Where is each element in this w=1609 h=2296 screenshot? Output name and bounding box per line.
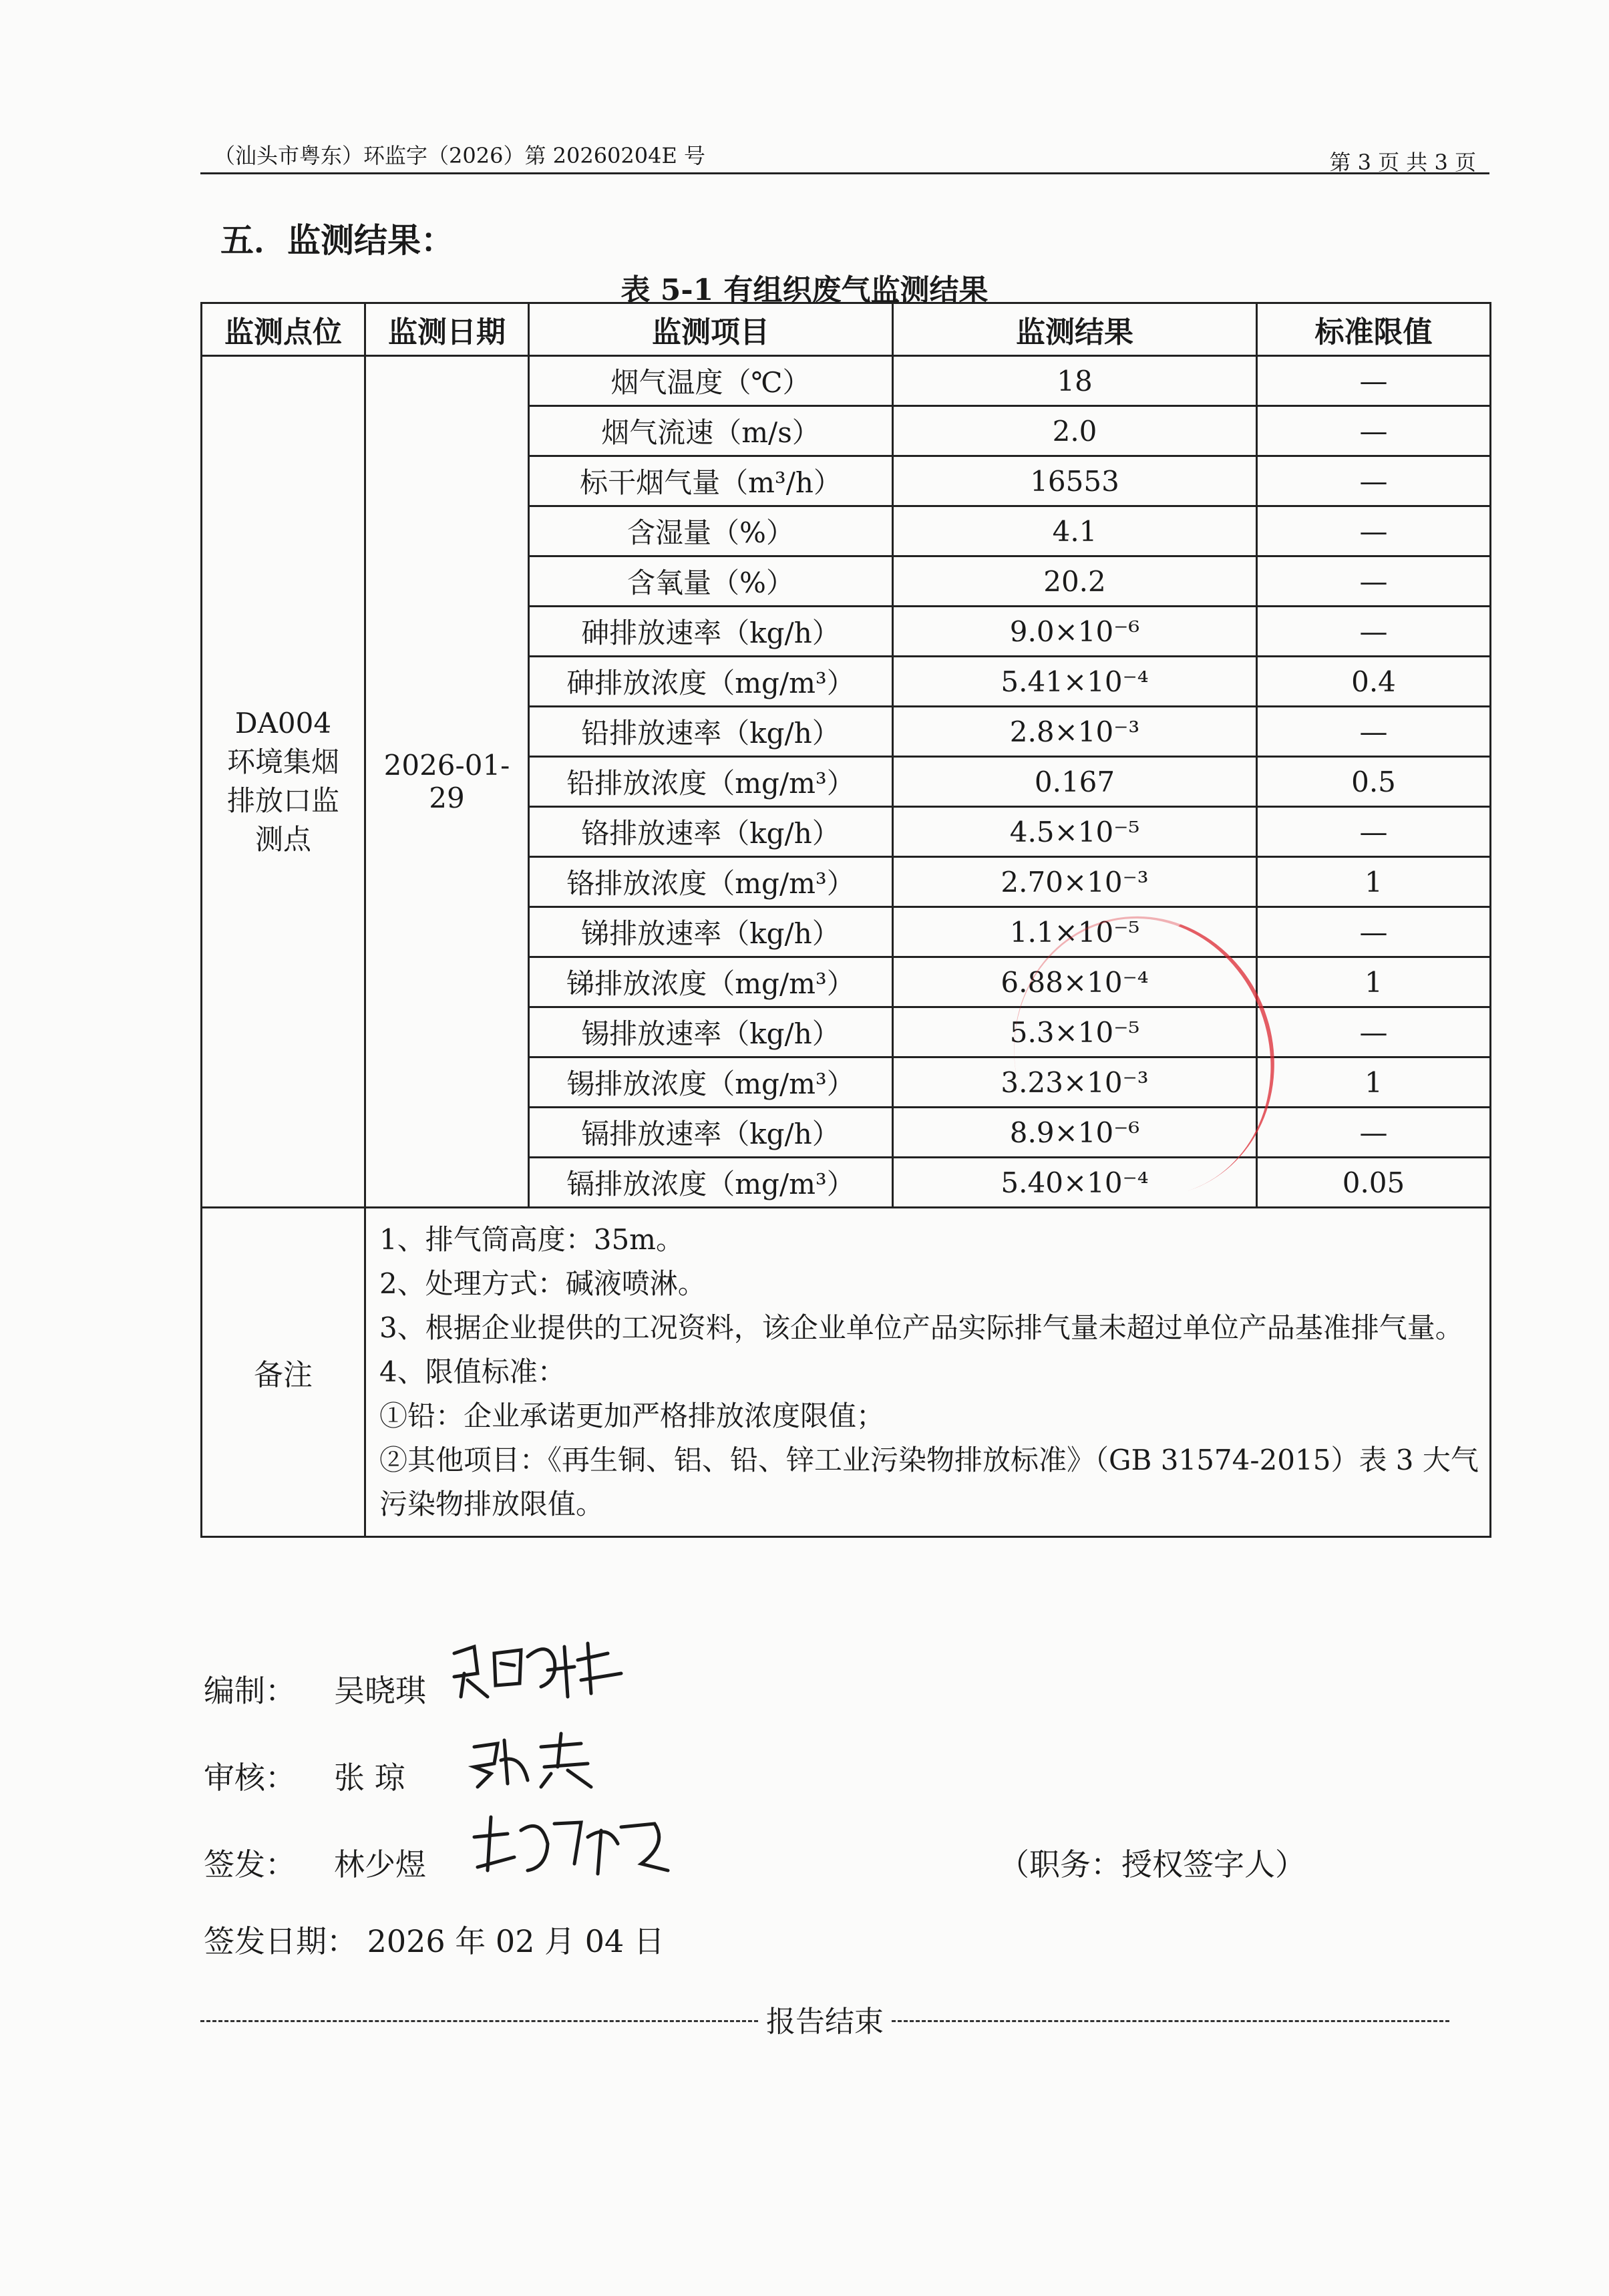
result-cell: 3.23×10⁻³ [893, 1057, 1257, 1108]
limit-cell: — [1257, 1108, 1491, 1158]
limit-cell: — [1257, 607, 1491, 657]
limit-cell: — [1257, 406, 1491, 456]
item-cell: 铅排放速率（kg/h） [529, 707, 893, 757]
end-dash-right [892, 2020, 1449, 2022]
monitoring-point-line: 排放口监 [226, 784, 339, 817]
item-cell: 锡排放浓度（mg/m³） [529, 1057, 893, 1108]
item-cell: 砷排放浓度（mg/m³） [529, 657, 893, 707]
result-cell: 9.0×10⁻⁶ [893, 607, 1257, 657]
item-cell: 铬排放速率（kg/h） [529, 807, 893, 857]
table-body [202, 356, 1491, 1537]
limit-cell: — [1257, 356, 1491, 406]
page-info: 第 3 页 共 3 页 [1329, 150, 1476, 175]
limit-cell: 1 [1257, 957, 1491, 1007]
result-cell: 20.2 [893, 556, 1257, 607]
remark-line: 2、处理方式：碱液喷淋。 [379, 1267, 706, 1300]
issue-date: 签发日期： 2026 年 02 月 04 日 [204, 1923, 665, 1959]
compiler-label: 编制： [204, 1673, 296, 1709]
item-cell: 标干烟气量（m³/h） [529, 456, 893, 506]
limit-cell: — [1257, 1007, 1491, 1057]
limit-cell: — [1257, 556, 1491, 607]
result-cell: 4.1 [893, 506, 1257, 556]
limit-cell: 0.5 [1257, 757, 1491, 807]
issuer-title: （职务：授权签字人） [999, 1846, 1306, 1882]
result-cell: 18 [893, 356, 1257, 406]
reviewer-label: 审核： [204, 1760, 296, 1796]
header-date: 监测日期 [365, 303, 529, 356]
item-cell: 锑排放浓度（mg/m³） [529, 957, 893, 1007]
result-cell: 6.88×10⁻⁴ [893, 957, 1257, 1007]
result-cell: 2.70×10⁻³ [893, 857, 1257, 907]
result-cell: 16553 [893, 456, 1257, 506]
limit-cell: — [1257, 907, 1491, 957]
remark-line: 1、排气筒高度：35m。 [379, 1223, 684, 1256]
result-cell: 0.167 [893, 757, 1257, 807]
item-cell: 铅排放浓度（mg/m³） [529, 757, 893, 807]
monitoring-point-line: DA004 [234, 707, 332, 740]
compiler-name: 吴晓琪 [334, 1673, 426, 1709]
item-cell: 铬排放浓度（mg/m³） [529, 857, 893, 907]
monitoring-point-line: 环境集烟 [226, 746, 339, 778]
result-cell: 8.9×10⁻⁶ [893, 1108, 1257, 1158]
remarks-content [365, 1208, 1491, 1537]
limit-cell: 1 [1257, 1057, 1491, 1108]
result-cell: 4.5×10⁻⁵ [893, 807, 1257, 857]
monitoring-point-line: 测点 [254, 823, 311, 856]
item-cell: 锑排放速率（kg/h） [529, 907, 893, 957]
item-cell: 烟气流速（m/s） [529, 406, 893, 456]
limit-cell: — [1257, 707, 1491, 757]
end-dash-left [200, 2020, 758, 2022]
reviewer-name: 张 琼 [334, 1760, 405, 1796]
limit-cell: — [1257, 807, 1491, 857]
page-header [200, 134, 1489, 174]
header-limit: 标准限值 [1257, 303, 1491, 356]
remarks-label: 备注 [202, 1208, 365, 1537]
item-cell: 砷排放速率（kg/h） [529, 607, 893, 657]
result-cell: 1.1×10⁻⁵ [893, 907, 1257, 957]
item-cell: 含湿量（%） [529, 506, 893, 556]
limit-cell: — [1257, 506, 1491, 556]
result-cell: 2.0 [893, 406, 1257, 456]
item-cell: 镉排放速率（kg/h） [529, 1108, 893, 1158]
issuer-signature [468, 1804, 681, 1884]
limit-cell: 1 [1257, 857, 1491, 907]
table-row [202, 356, 1491, 406]
remark-line: 3、根据企业提供的工况资料，该企业单位产品实际排气量未超过单位产品基准排气量。 [379, 1311, 1463, 1344]
report-number: （汕头市粤东）环监字（2026）第 20260204E 号 [214, 143, 706, 168]
remark-line: ①铅：企业承诺更加严格排放浓度限值； [379, 1400, 885, 1432]
issuer-label: 签发： [204, 1846, 296, 1882]
monitoring-point [202, 356, 365, 1208]
item-cell: 锡排放速率（kg/h） [529, 1007, 893, 1057]
item-cell: 含氧量（%） [529, 556, 893, 607]
remark-line: 4、限值标准： [379, 1355, 566, 1388]
report-end-line [200, 1997, 1449, 2040]
monitoring-date: 2026-01-29 [365, 356, 529, 1208]
end-text: 报告结束 [766, 2005, 884, 2039]
limit-cell: — [1257, 456, 1491, 506]
header-result: 监测结果 [893, 303, 1257, 356]
remark-line: ②其他项目：《再生铜、铝、铅、锌工业污染物排放标准》（GB 31574-2015）表 3 大气污染物排放限值。 [379, 1444, 1479, 1520]
limit-cell: 0.4 [1257, 657, 1491, 707]
table-caption: 表 5-1 有组织废气监测结果 [620, 273, 989, 307]
results-table [200, 302, 1491, 1538]
item-cell: 烟气温度（℃） [529, 356, 893, 406]
remarks-row [202, 1208, 1491, 1537]
issuer-name: 林少煜 [334, 1846, 426, 1882]
header-item: 监测项目 [529, 303, 893, 356]
reviewer-signature [468, 1727, 601, 1794]
compiler-signature [448, 1633, 635, 1707]
limit-cell: 0.05 [1257, 1158, 1491, 1208]
result-cell: 2.8×10⁻³ [893, 707, 1257, 757]
result-cell: 5.3×10⁻⁵ [893, 1007, 1257, 1057]
table-header-row [202, 303, 1491, 356]
result-cell: 5.40×10⁻⁴ [893, 1158, 1257, 1208]
result-cell: 5.41×10⁻⁴ [893, 657, 1257, 707]
item-cell: 镉排放浓度（mg/m³） [529, 1158, 893, 1208]
header-point: 监测点位 [202, 303, 365, 356]
section-title: 五．监测结果： [220, 220, 454, 260]
